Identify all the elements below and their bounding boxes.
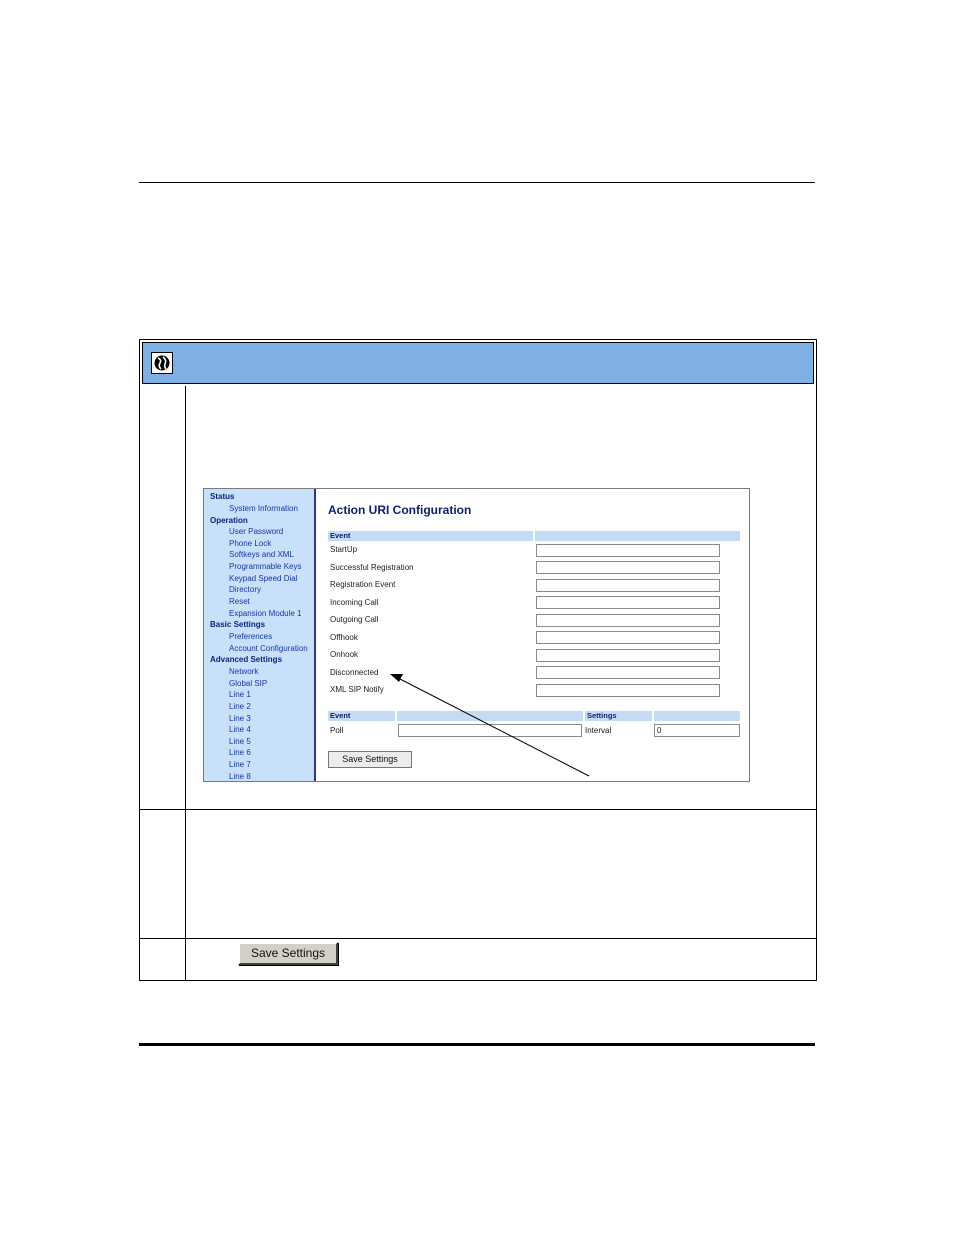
step-column-divider <box>185 386 186 980</box>
sidebar-item-user-password[interactable]: User Password <box>229 527 284 536</box>
poll-settings-header: Settings <box>585 711 652 721</box>
poll-event-header: Event <box>328 711 395 721</box>
sidebar-item-phone-lock[interactable]: Phone Lock <box>229 539 272 548</box>
procedure-header <box>142 342 814 384</box>
callout-arrow <box>204 489 750 782</box>
row-divider <box>140 938 816 939</box>
sidebar-item-softkeys-and-xml[interactable]: Softkeys and XML <box>229 550 294 559</box>
row-divider <box>140 809 816 810</box>
event-label-outgoing-call: Outgoing Call <box>330 615 379 624</box>
sidebar-item-global-sip[interactable]: Global SIP <box>229 679 268 688</box>
interval-label: Interval <box>585 726 612 735</box>
top-rule <box>139 182 815 183</box>
sidebar-item-system-information[interactable]: System Information <box>229 504 298 513</box>
sidebar-item-expansion-module-1[interactable]: Expansion Module 1 <box>229 609 302 618</box>
sidebar-item-line-3[interactable]: Line 3 <box>229 714 251 723</box>
sidebar-item-line-1[interactable]: Line 1 <box>229 690 251 699</box>
sidebar-section-basic-settings[interactable]: Basic Settings <box>210 620 266 629</box>
sidebar-section-status[interactable]: Status <box>210 492 235 501</box>
event-label-incoming-call: Incoming Call <box>330 598 379 607</box>
page-title: Action URI Configuration <box>328 503 472 517</box>
sidebar-item-preferences[interactable]: Preferences <box>229 632 273 641</box>
sidebar-item-line-5[interactable]: Line 5 <box>229 737 251 746</box>
sidebar-item-network[interactable]: Network <box>229 667 259 676</box>
sidebar-item-line-6[interactable]: Line 6 <box>229 748 251 757</box>
sidebar-section-advanced-settings[interactable]: Advanced Settings <box>210 655 283 664</box>
sidebar-item-account-configuration[interactable]: Account Configuration <box>229 644 308 653</box>
event-label-registration-event: Registration Event <box>330 580 396 589</box>
sidebar-item-directory[interactable]: Directory <box>229 585 262 594</box>
event-label-successful-registration: Successful Registration <box>330 563 414 572</box>
globe-icon <box>151 352 173 374</box>
save-settings-button[interactable]: Save Settings <box>328 751 412 768</box>
event-label-offhook: Offhook <box>330 633 358 642</box>
web-ui-screenshot <box>203 488 750 782</box>
sidebar-item-reset[interactable]: Reset <box>229 597 250 606</box>
bottom-rule <box>139 1043 815 1046</box>
event-label-onhook: Onhook <box>330 650 359 659</box>
save-settings-step-button[interactable]: Save Settings <box>238 942 338 965</box>
sidebar-item-line-7[interactable]: Line 7 <box>229 760 251 769</box>
event-label-startup: StartUp <box>330 545 358 554</box>
sidebar-item-line-8[interactable]: Line 8 <box>229 772 251 781</box>
sidebar-item-line-2[interactable]: Line 2 <box>229 702 251 711</box>
sidebar-item-programmable-keys[interactable]: Programmable Keys <box>229 562 302 571</box>
event-table-header: Event <box>328 531 533 541</box>
event-label-disconnected: Disconnected <box>330 668 379 677</box>
sidebar-item-keypad-speed-dial[interactable]: Keypad Speed Dial <box>229 574 298 583</box>
poll-label: Poll <box>330 726 344 735</box>
sidebar-section-operation[interactable]: Operation <box>210 516 248 525</box>
event-label-xml-sip-notify: XML SIP Notify <box>330 685 384 694</box>
sidebar-item-line-4[interactable]: Line 4 <box>229 725 251 734</box>
interval-input[interactable]: 0 <box>654 724 740 737</box>
